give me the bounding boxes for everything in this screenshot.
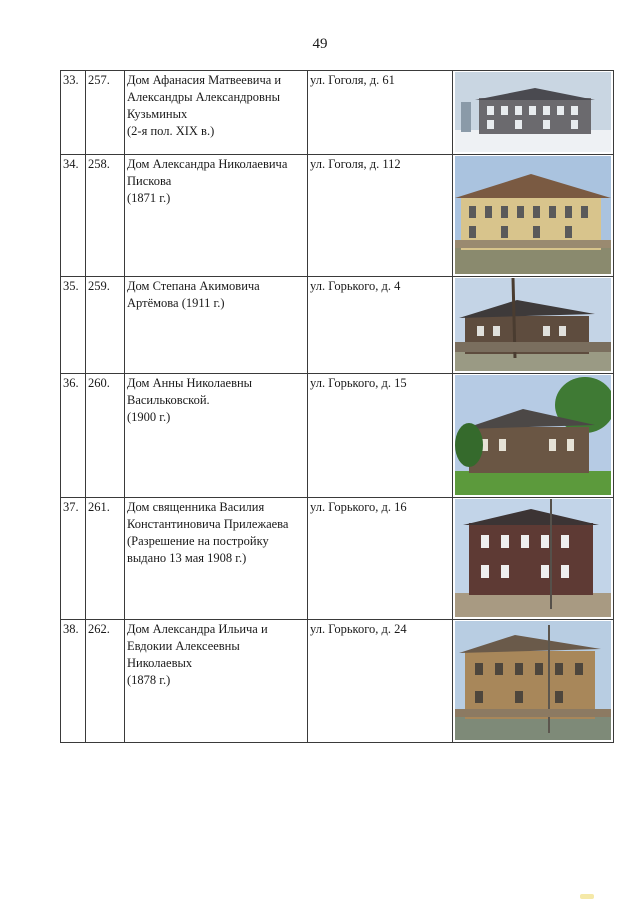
photo-wooden-house — [455, 375, 611, 495]
building-name — [125, 71, 308, 155]
building-name — [125, 374, 308, 498]
photo-wooden-house — [455, 621, 611, 740]
table-row — [61, 498, 614, 620]
photo-cell — [453, 498, 614, 620]
registry-number: 262. — [86, 620, 125, 743]
photo-cell — [453, 155, 614, 277]
building-name — [125, 498, 308, 620]
registry-number: 259. — [86, 277, 125, 374]
building-name-line: Дом Афанасия Матвеевича и — [127, 73, 282, 87]
table-row — [61, 620, 614, 743]
table-row — [61, 374, 614, 498]
building-name-line: выдано 13 мая 1908 г.) — [127, 551, 247, 565]
row-number: 34. — [61, 155, 86, 277]
photo-wooden-house — [455, 72, 611, 152]
building-address: ул. Горького, д. 4 — [308, 277, 453, 374]
building-name-line: Дом Александра Ильича и — [127, 622, 268, 636]
table-row — [61, 155, 614, 277]
heritage-registry-table — [60, 70, 614, 743]
building-name — [125, 155, 308, 277]
registry-number: 257. — [86, 71, 125, 155]
building-address: ул. Горького, д. 15 — [308, 374, 453, 498]
photo-cell — [453, 620, 614, 743]
row-number: 36. — [61, 374, 86, 498]
building-name-line: Кузьминых — [127, 107, 188, 121]
table-row — [61, 277, 614, 374]
row-number: 35. — [61, 277, 86, 374]
building-address: ул. Горького, д. 24 — [308, 620, 453, 743]
photo-cell — [453, 374, 614, 498]
photo-wooden-house — [455, 499, 611, 617]
building-name-line: Дом Анны Николаевны — [127, 376, 253, 390]
building-name-line: Константиновича Прилежаева — [127, 517, 289, 531]
building-address: ул. Гоголя, д. 61 — [308, 71, 453, 155]
photo-cell — [453, 277, 614, 374]
building-name-line: (1878 г.) — [127, 673, 171, 687]
photo-wooden-house — [455, 156, 611, 274]
building-name-line: (1900 г.) — [127, 410, 171, 424]
building-name-line: Артёмова (1911 г.) — [127, 296, 225, 310]
building-name-line: Дом Степана Акимовича — [127, 279, 260, 293]
building-name-line: Васильковской. — [127, 393, 210, 407]
building-name-line: Евдокии Алексеевны — [127, 639, 240, 653]
building-name-line: Дом священника Василия — [127, 500, 265, 514]
building-name-line: Дом Александра Николаевича — [127, 157, 288, 171]
building-name-line: (1871 г.) — [127, 191, 171, 205]
building-name-line: Николаевых — [127, 656, 193, 670]
scan-mark — [580, 894, 594, 899]
building-name — [125, 277, 308, 374]
table-row — [61, 71, 614, 155]
row-number: 33. — [61, 71, 86, 155]
registry-number: 261. — [86, 498, 125, 620]
building-address: ул. Гоголя, д. 112 — [308, 155, 453, 277]
building-name-line: Александры Александровны — [127, 90, 281, 104]
registry-number: 258. — [86, 155, 125, 277]
building-name — [125, 620, 308, 743]
building-address: ул. Горького, д. 16 — [308, 498, 453, 620]
photo-cell — [453, 71, 614, 155]
row-number: 38. — [61, 620, 86, 743]
page-number: 49 — [312, 36, 328, 52]
registry-number: 260. — [86, 374, 125, 498]
photo-wooden-house — [455, 278, 611, 371]
building-name-line: (2-я пол. XIX в.) — [127, 124, 215, 138]
row-number: 37. — [61, 498, 86, 620]
building-name-line: Пискова — [127, 174, 172, 188]
building-name-line: (Разрешение на постройку — [127, 534, 269, 548]
